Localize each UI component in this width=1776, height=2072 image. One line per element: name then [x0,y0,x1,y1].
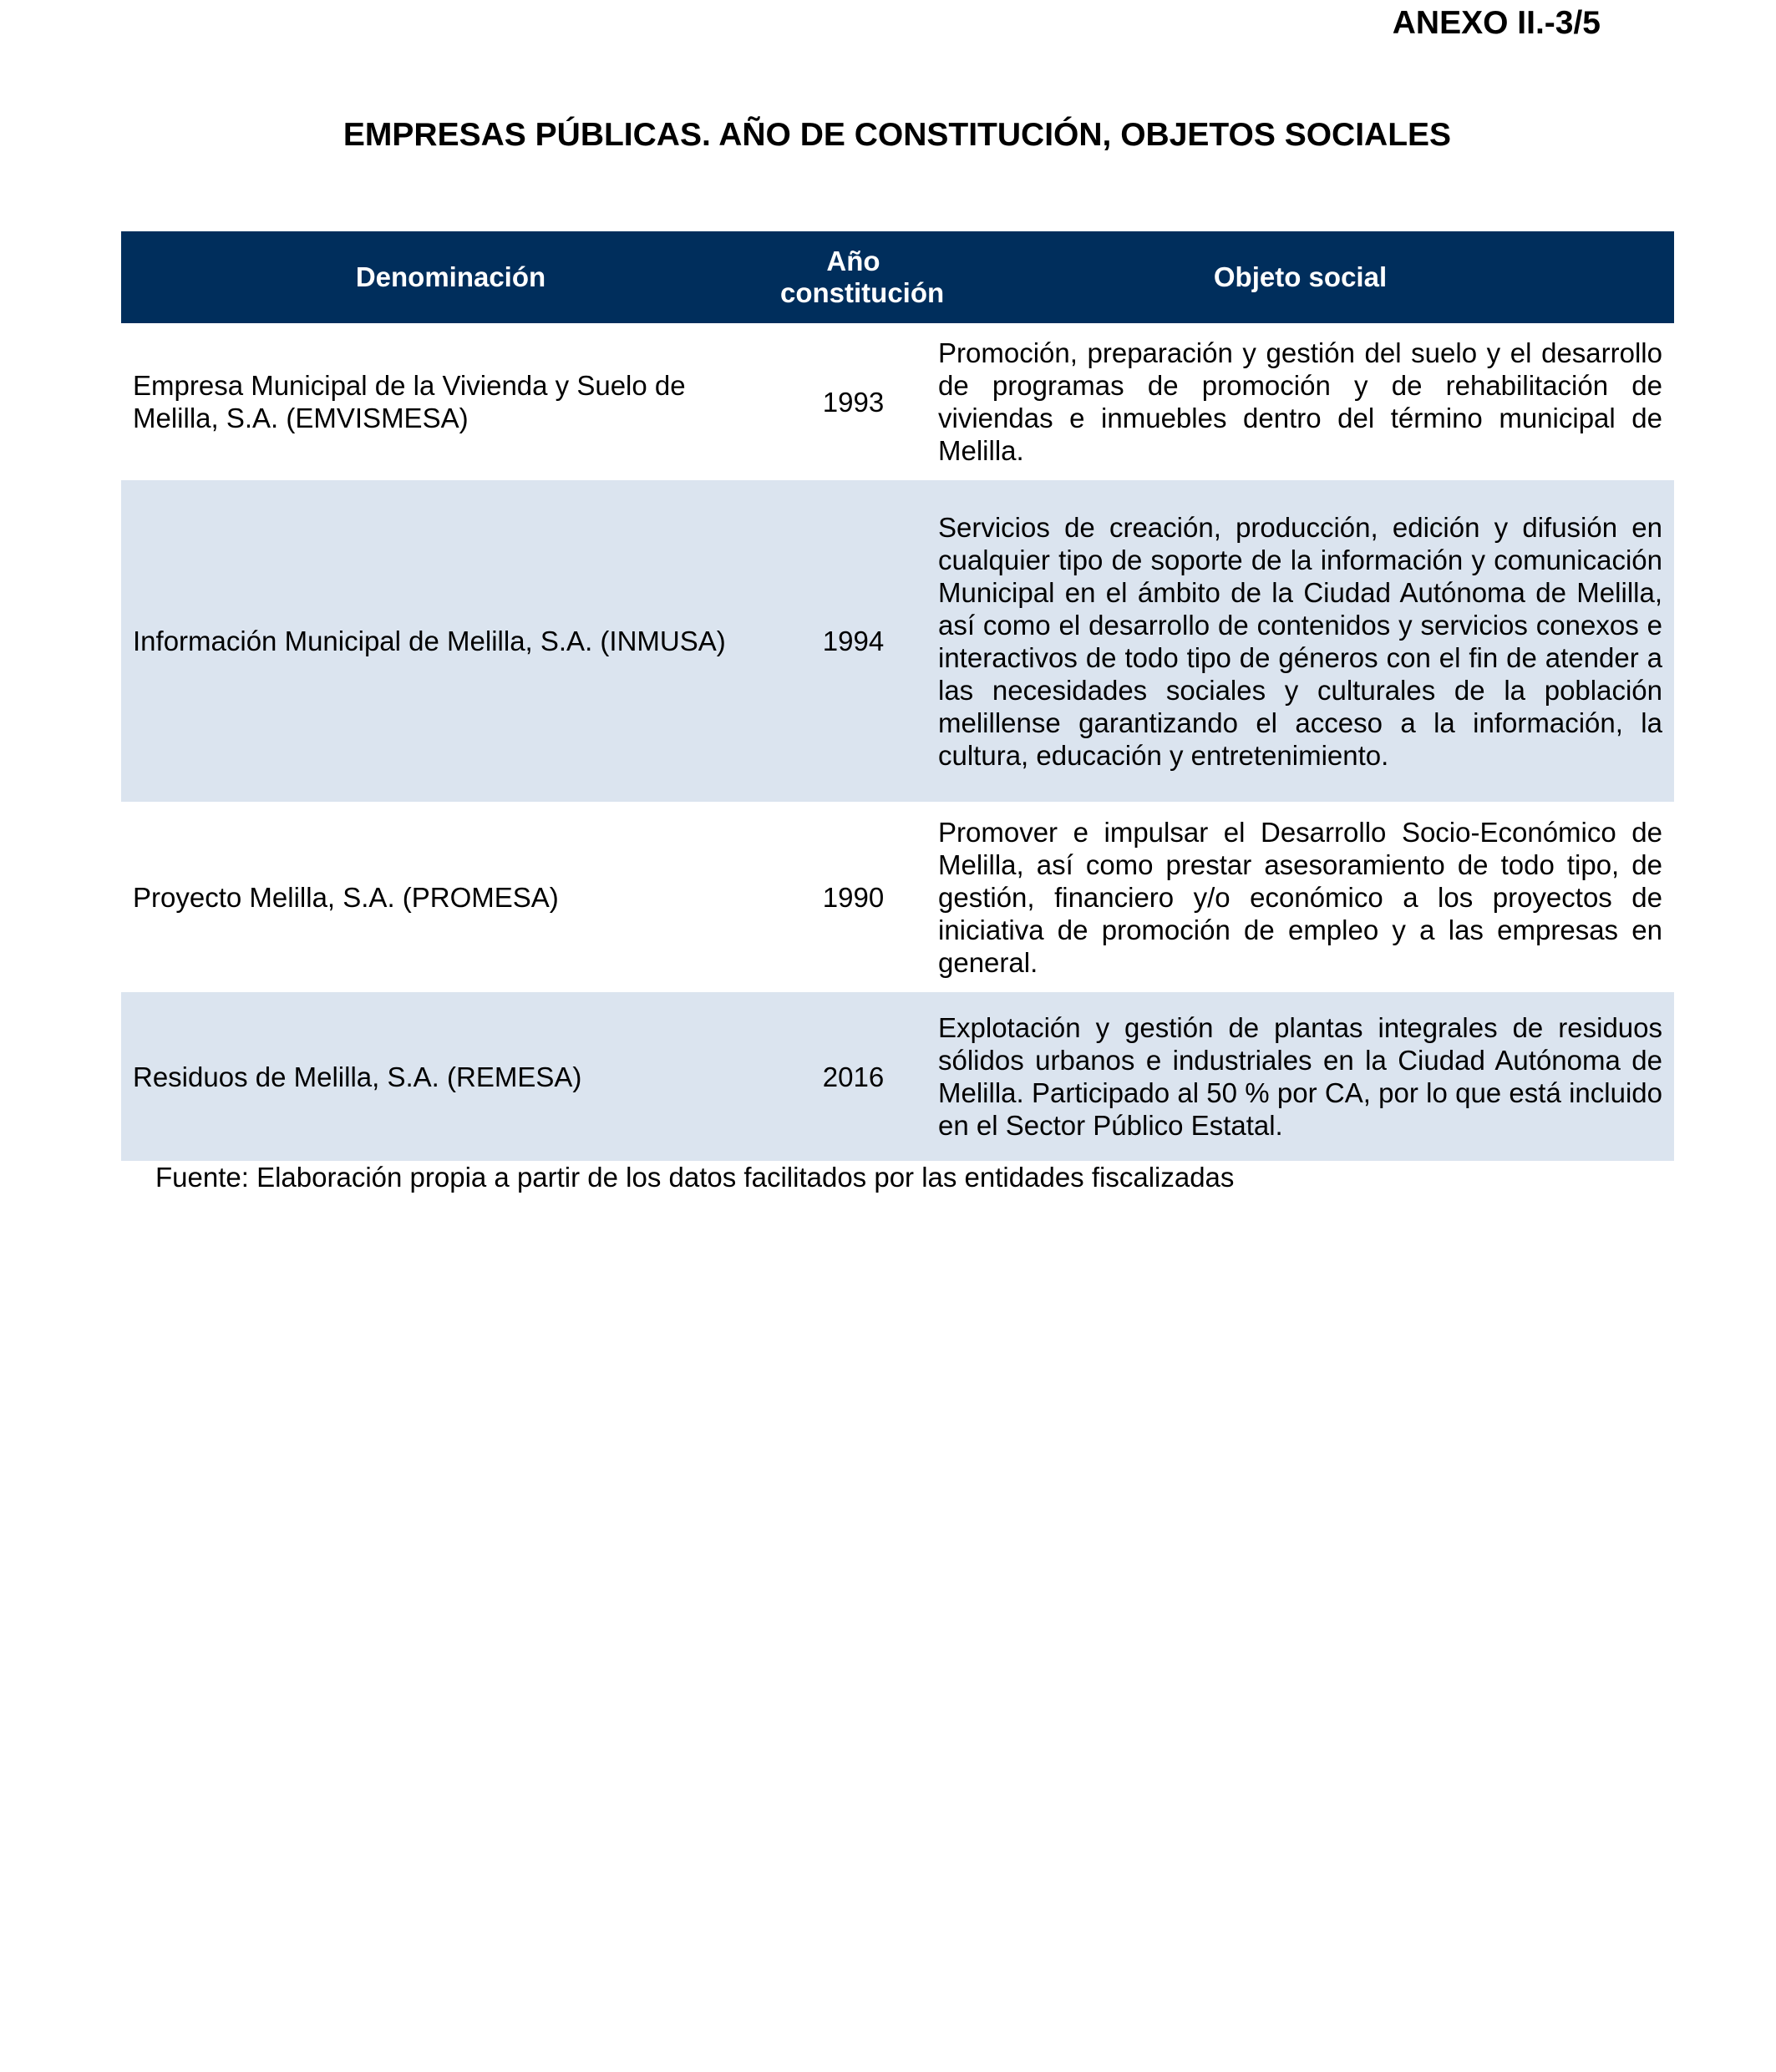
table-header [121,231,1674,323]
table-body [121,323,1674,1161]
social-purpose: Promoción, preparación y gestión del suelo y el desarrollo de programas de promoción y de rehabilitación de viviendas e inmuebles dentro del término municipal de Melilla. [938,337,1662,466]
column-header-year [780,231,945,323]
column-header-year-line1: Año [826,246,880,276]
constitution-year: 2016 [780,992,926,1161]
table-row [121,802,1674,992]
table-row [121,480,1674,802]
company-name: Información Municipal de Melilla, S.A. (INMUSA) [121,480,780,802]
social-purpose: Explotación y gestión de plantas integrales de residuos sólidos urbanos e industriales en la Ciudad Autónoma de Melilla. Participado al 50 % por CA, por lo que está incluido en el Sector Público Estatal. [926,992,1674,1161]
column-header-purpose: Objeto social [926,231,1674,323]
companies-table [121,231,1674,1161]
source-note: Fuente: Elaboración propia a partir de los datos facilitados por las entidades fiscalizadas [155,1162,1235,1193]
social-purpose: Servicios de creación, producción, edición y difusión en cualquier tipo de soporte de la información y comunicación Municipal en el ámbito de la Ciudad Autónoma de Melilla, así como el desarrollo de contenidos y servicios conexos e interactivos de todo tipo de géneros con el fin de atender a las necesidades sociales y culturales de la población melillense garantizando el acceso a la información, la cultura, educación y entretenimiento. [926,480,1674,802]
column-header-year-line2: constitución [780,277,945,308]
constitution-year: 1994 [780,480,926,802]
table-row [121,323,1674,480]
table-header-row [121,231,1674,323]
annex-label: ANEXO II.-3/5 [1392,5,1601,41]
companies-table-container [121,231,1674,1161]
company-name: Residuos de Melilla, S.A. (REMESA) [121,992,780,1161]
constitution-year: 1993 [822,386,885,418]
page-title: EMPRESAS PÚBLICAS. AÑO DE CONSTITUCIÓN, OBJETOS SOCIALES [343,117,1452,153]
social-purpose: Promover e impulsar el Desarrollo Socio-Económico de Melilla, así como prestar asesoramiento de todo tipo, de gestión, financiero y/o económico a los proyectos de iniciativa de promoción de empleo y a las empresas en general. [938,816,1662,978]
column-header-name: Denominación [121,231,780,323]
company-name: Proyecto Melilla, S.A. (PROMESA) [133,881,559,913]
constitution-year: 1990 [822,881,885,913]
company-name: Empresa Municipal de la Vivienda y Suelo de Melilla, S.A. (EMVISMESA) [133,370,686,433]
table-row [121,992,1674,1161]
